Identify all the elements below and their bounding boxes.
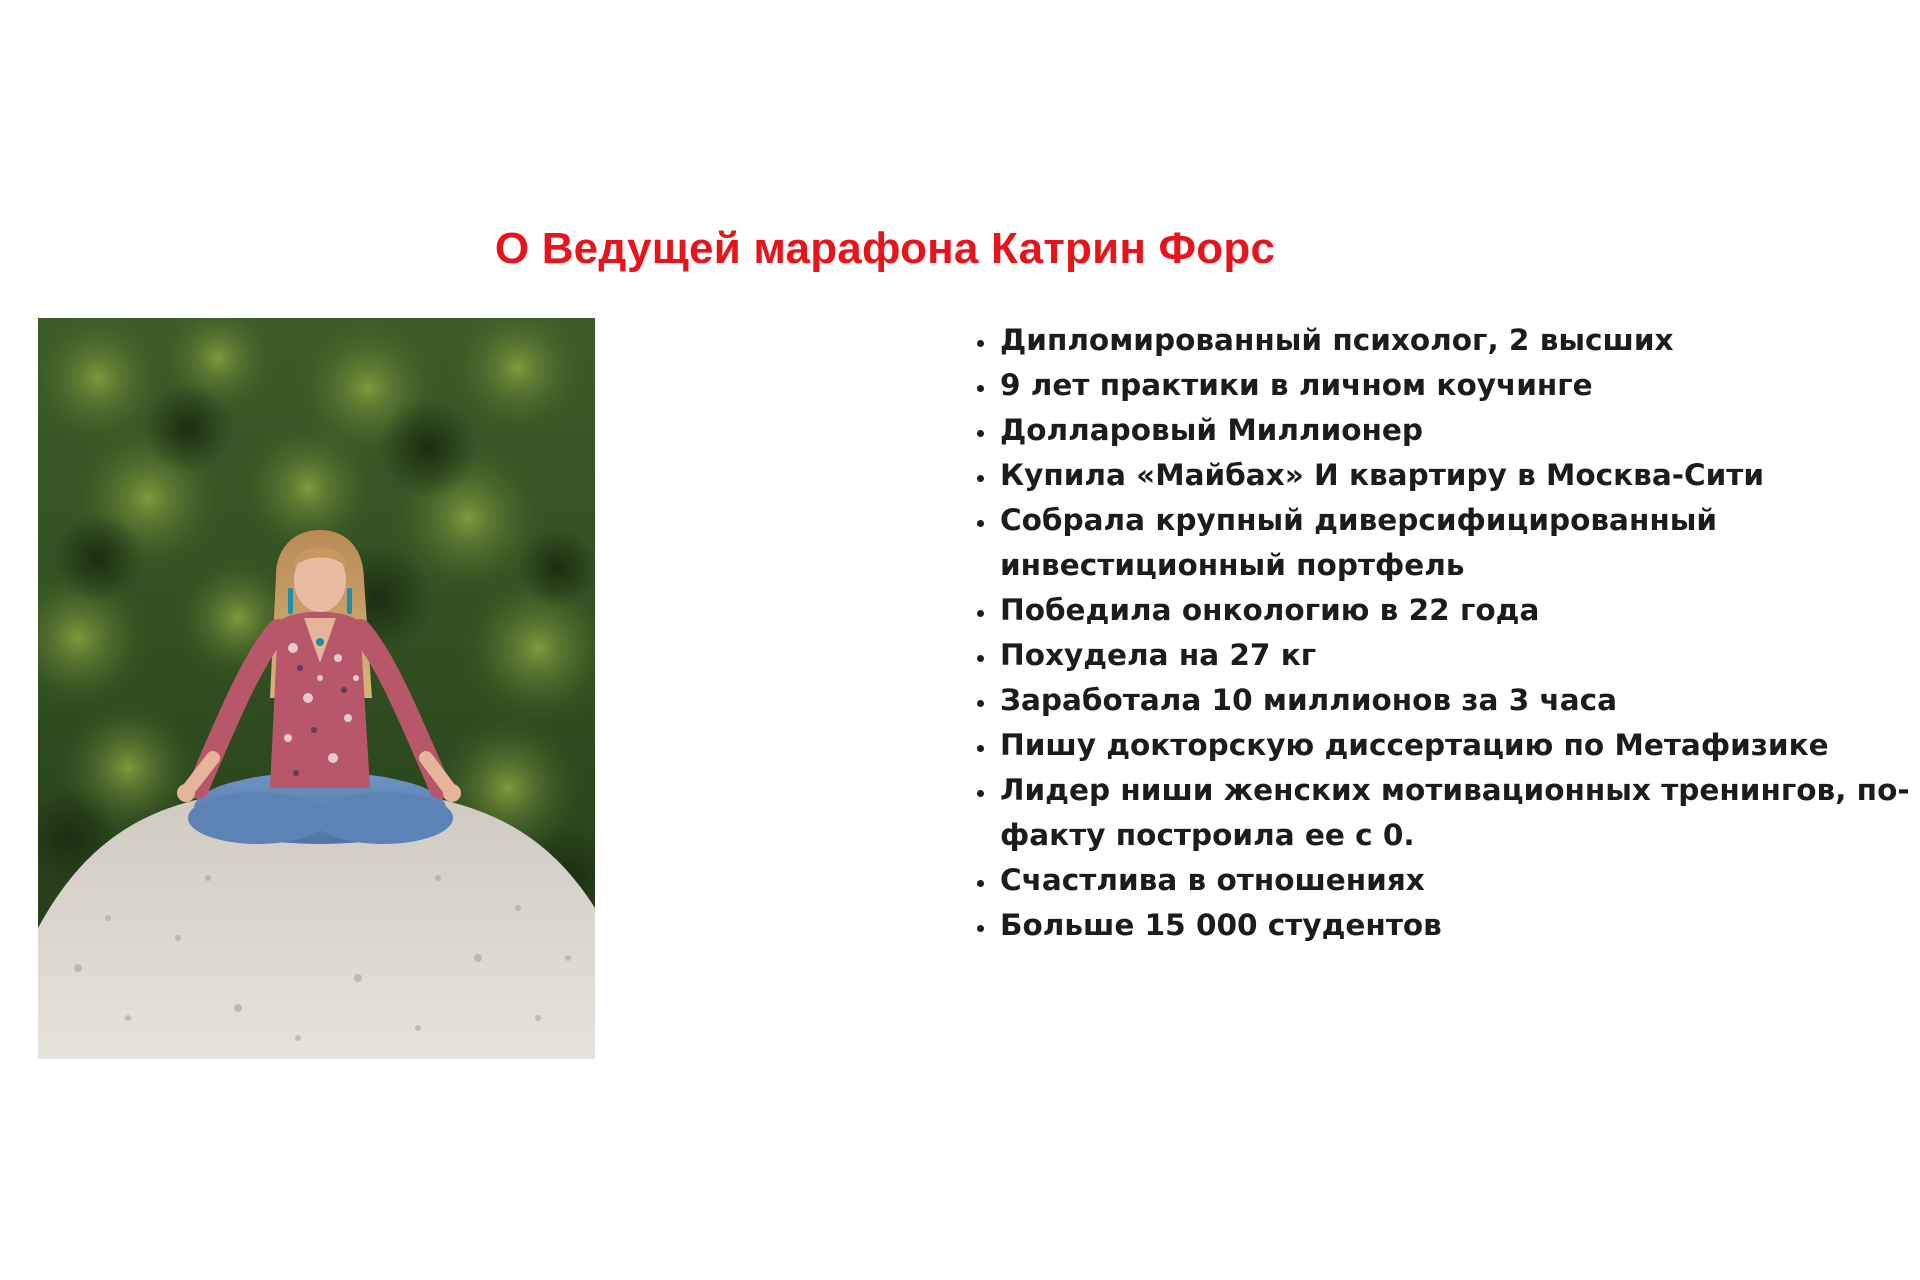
host-photo bbox=[38, 318, 595, 1059]
list-item: • Дипломированный психолог, 2 высших bbox=[998, 318, 1920, 363]
list-item: • Долларовый Миллионер bbox=[998, 408, 1920, 453]
meditation-photo-icon bbox=[38, 318, 595, 1059]
list-item: • Собрала крупный диверсифицированный инвестиционный портфель bbox=[998, 498, 1920, 588]
page-title: О Ведущей марафона Катрин Форс bbox=[494, 224, 1276, 273]
list-item: • Больше 15 000 студентов bbox=[998, 903, 1920, 948]
list-item: • Похудела на 27 кг bbox=[998, 633, 1920, 678]
list-item: • Пишу докторскую диссертацию по Метафизике bbox=[998, 723, 1920, 768]
facts-list bbox=[968, 318, 1920, 948]
list-item: • Счастлива в отношениях bbox=[998, 858, 1920, 903]
list-item: • Заработала 10 миллионов за 3 часа bbox=[998, 678, 1920, 723]
list-item: • 9 лет практики в личном коучинге bbox=[998, 363, 1920, 408]
list-item: • Победила онкологию в 22 года bbox=[998, 588, 1920, 633]
list-item: • Лидер ниши женских мотивационных тренингов, по-факту построила ее с 0. bbox=[998, 768, 1920, 858]
list-item: • Купила «Майбах» И квартиру в Москва-Сити bbox=[998, 453, 1920, 498]
